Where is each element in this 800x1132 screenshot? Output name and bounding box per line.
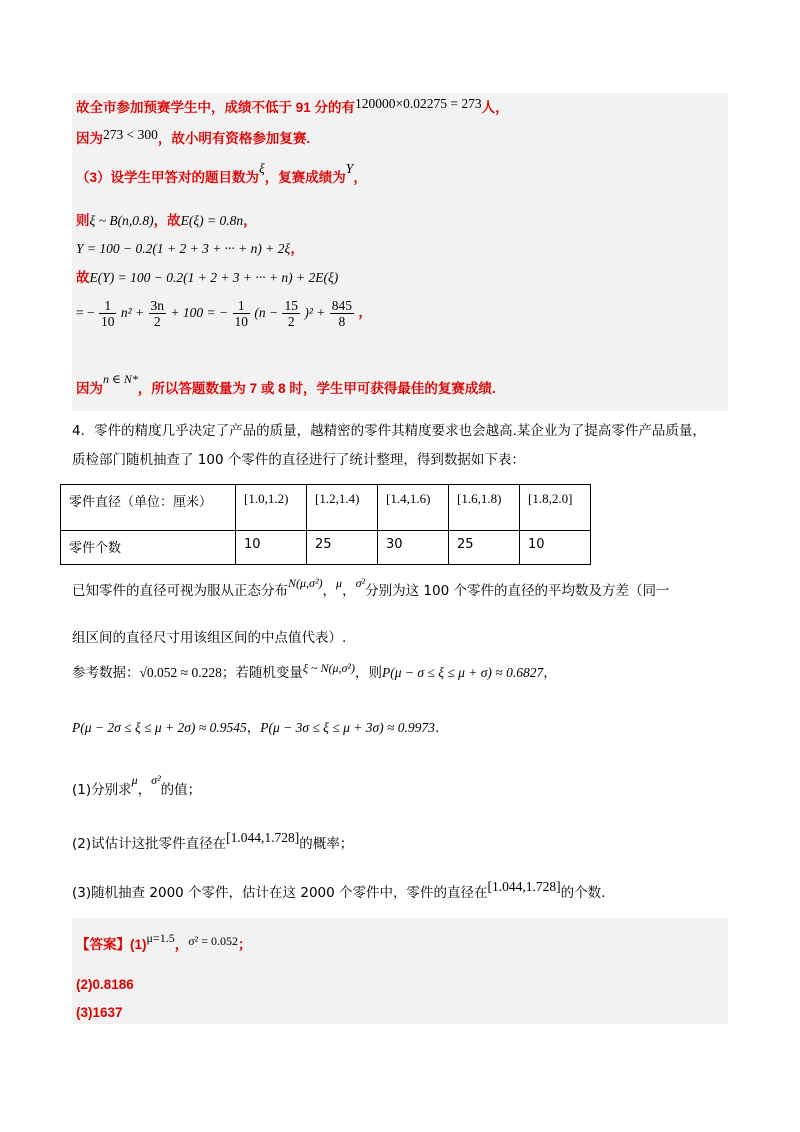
- formula: σ²: [151, 773, 161, 787]
- numerator: 3n: [150, 298, 165, 313]
- text: 人，: [481, 100, 509, 115]
- formula: σ² = 0.052: [188, 934, 239, 948]
- text: 故: [76, 270, 90, 285]
- table-cell: [307, 485, 378, 531]
- table-row: [61, 531, 591, 565]
- known-line-1: 已知零件的直径可视为服从正态分布N(μ,σ²)，μ，σ²分别为这 100 个零件的直径的平均数及方差（同一: [72, 576, 670, 599]
- formula: E(Y) = 100 − 0.2(1 + 2 + 3 + ··· + n) + 2E(ξ): [89, 270, 339, 285]
- text: 分别为这 100 个零件的直径的平均数及方差（同一: [365, 583, 670, 599]
- interval: [1.8,2.0]: [528, 491, 573, 506]
- text: ，复赛成绩为: [264, 170, 346, 185]
- formula: P(μ − 3σ ≤ ξ ≤ μ + 3σ) ≈ 0.9973: [260, 720, 435, 735]
- text: ，故小明有资格参加复赛.: [157, 131, 311, 146]
- formula: ξ ~ B(n,0.8): [89, 213, 154, 228]
- text: 的个数.: [560, 885, 606, 901]
- text: + 100 = −: [170, 304, 229, 320]
- text: ；若随机变量: [221, 665, 303, 681]
- numerator: 15: [284, 298, 298, 313]
- formula: n ∈ N*: [103, 372, 138, 386]
- known-line-2: 组区间的直径尺寸用该组区间的中点值代表）.: [72, 630, 347, 646]
- answer-line-2: (2)0.8186: [76, 977, 134, 992]
- answer-label: 【答案】: [76, 937, 130, 952]
- table-cell: 25: [307, 531, 378, 565]
- text: 因为: [76, 381, 103, 396]
- text: = −: [76, 304, 95, 320]
- text: 参考数据：: [72, 665, 140, 681]
- formula: N(μ,σ²): [288, 576, 323, 590]
- formula: μ: [131, 773, 138, 787]
- text: ，: [290, 241, 304, 256]
- numerator: 1: [233, 298, 251, 314]
- formula: μ=1.5: [146, 931, 175, 945]
- table-row-header: 零件直径（单位：厘米）: [61, 485, 236, 531]
- formula: [1.044,1.728]: [487, 879, 561, 894]
- formula: ξ: [259, 161, 265, 176]
- formula: [1.044,1.728]: [226, 830, 300, 845]
- reference-line-1: [72, 662, 557, 684]
- interval: [1.0,1.2): [244, 491, 289, 506]
- table-cell: 10: [236, 531, 307, 565]
- text: (3)随机抽查 2000 个零件，估计在这 2000 个零件中，零件的直径在: [72, 885, 488, 901]
- text: (1)分别求: [72, 782, 132, 798]
- fraction: [99, 298, 117, 329]
- interval: [1.6,1.8): [457, 491, 502, 506]
- problem-intro-1: 4．零件的精度几乎决定了产品的质量，越精密的零件其精度要求也会越高.某企业为了提高零件产品质量，: [72, 423, 706, 439]
- table-cell: [378, 485, 449, 531]
- text: ，: [353, 170, 367, 185]
- table-cell: 10: [520, 531, 591, 565]
- solution-line-3: [76, 161, 367, 186]
- answer-line-3: (3)1637: [76, 1005, 123, 1020]
- numerator: 1: [99, 298, 117, 314]
- denominator: 8: [338, 314, 346, 329]
- denominator: 10: [100, 314, 115, 329]
- table-cell: 25: [449, 531, 520, 565]
- solution-line-5: [76, 237, 304, 257]
- fraction: [149, 298, 167, 329]
- text: 已知零件的直径可视为服从正态分布: [72, 583, 288, 599]
- formula: 273 < 300: [103, 127, 158, 142]
- text: 故全市参加预赛学生中，成绩不低于 91 分的有: [76, 100, 356, 115]
- formula: P(μ − 2σ ≤ ξ ≤ μ + 2σ) ≈ 0.9545: [72, 720, 247, 735]
- solution-line-4: [76, 209, 257, 229]
- fraction: [233, 298, 251, 329]
- denominator: 2: [287, 314, 295, 329]
- formula: [76, 298, 358, 329]
- formula: 120000×0.02275 = 273: [355, 96, 482, 111]
- interval: [1.4,1.6): [386, 491, 431, 506]
- table-cell: [520, 485, 591, 531]
- table-cell: 30: [378, 531, 449, 565]
- text: n² +: [120, 304, 145, 320]
- solution-line-2: [76, 127, 310, 147]
- text: )² +: [304, 304, 326, 320]
- table-row: [61, 485, 591, 531]
- text: ；: [238, 937, 252, 952]
- diameter-table: [60, 484, 591, 565]
- fraction: [330, 298, 354, 329]
- reference-line-2: P(μ − 2σ ≤ ξ ≤ μ + 2σ) ≈ 0.9545，P(μ − 3σ ≤ ξ ≤ μ + 3σ) ≈ 0.9973.: [72, 720, 440, 736]
- formula: E(ξ) = 0.8n: [180, 213, 244, 228]
- text: ，: [358, 304, 372, 320]
- table-cell: [449, 485, 520, 531]
- text: ，所以答题数量为 7 或 8 时，学生甲可获得最佳的复赛成绩.: [137, 381, 496, 396]
- question-2: [72, 830, 354, 855]
- fraction: [282, 298, 300, 329]
- text: ，故: [153, 213, 181, 228]
- answer-line-1: 【答案】(1)μ=1.5，σ² = 0.052；: [76, 931, 252, 952]
- text: 则: [76, 213, 90, 228]
- text: 的概率；: [299, 836, 354, 852]
- formula: P(μ − σ ≤ ξ ≤ μ + σ) ≈ 0.6827: [382, 665, 544, 680]
- formula: Y = 100 − 0.2(1 + 2 + 3 + ··· + n) + 2ξ: [76, 241, 291, 256]
- formula: Y: [345, 161, 354, 176]
- problem-intro-2: 质检部门随机抽查了 100 个零件的直径进行了统计整理，得到数据如下表：: [72, 452, 525, 468]
- text: ，: [543, 665, 557, 681]
- question-1: (1)分别求μ，σ²的值；: [72, 773, 202, 798]
- solution-line-1: [76, 96, 509, 116]
- solution-line-6: [76, 266, 338, 286]
- solution-line-7: [76, 298, 372, 329]
- text: 因为: [76, 131, 103, 146]
- table-cell: [236, 485, 307, 531]
- formula: σ²: [355, 576, 366, 590]
- text: （3）设学生甲答对的题目数为: [76, 170, 260, 185]
- numerator: 845: [331, 298, 353, 313]
- text: 的值；: [160, 782, 202, 798]
- formula: μ: [336, 576, 343, 590]
- table-row-header: 零件个数: [61, 531, 236, 565]
- solution-line-8: [76, 372, 496, 397]
- formula: √0.052 ≈ 0.228: [139, 665, 222, 680]
- interval: [1.2,1.4): [315, 491, 360, 506]
- question-3: [72, 879, 606, 904]
- denominator: 2: [153, 314, 161, 329]
- text: ，则: [355, 665, 382, 681]
- formula: ξ ~ N(μ,σ²): [302, 661, 355, 675]
- text: ，: [243, 213, 257, 228]
- text: (n −: [254, 304, 279, 320]
- text: (2)试估计这批零件直径在: [72, 836, 227, 852]
- text: (1): [130, 937, 147, 952]
- denominator: 10: [234, 314, 248, 329]
